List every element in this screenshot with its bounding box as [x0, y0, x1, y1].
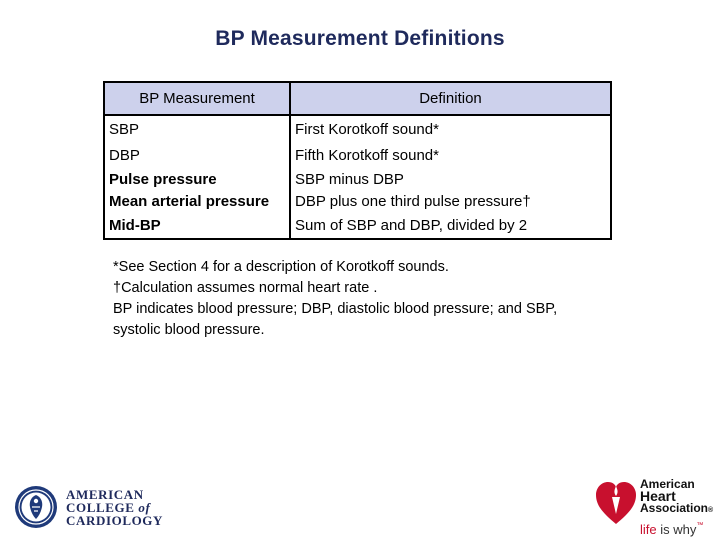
acc-wordmark: AMERICAN COLLEGE of CARDIOLOGY: [66, 486, 164, 528]
acc-logo: [14, 484, 163, 530]
header-definition: Definition: [290, 82, 611, 115]
slide-title: BP Measurement Definitions: [215, 27, 505, 50]
acc-seal-icon: [14, 485, 58, 529]
bp-definitions-table: [103, 81, 612, 240]
table-row: [104, 190, 611, 212]
definition-cell: First Korotkoff sound*: [290, 115, 611, 142]
definition-cell: SBP minus DBP: [290, 168, 611, 190]
aha-tagline: life is why™: [640, 522, 704, 537]
aha-wordmark: American Heart Association®: [640, 477, 714, 515]
measurement-cell: SBP: [104, 115, 290, 142]
aha-logo: [594, 470, 716, 538]
footnote: systolic blood pressure.: [113, 322, 265, 338]
heart-torch-icon: [594, 476, 638, 528]
table-row: [104, 115, 611, 142]
measurement-cell: Mid-BP: [104, 212, 290, 239]
header-bp-measurement: BP Measurement: [104, 82, 290, 115]
footnote: *See Section 4 for a description of Korotkoff sounds.: [113, 259, 449, 275]
measurement-cell: DBP: [104, 142, 290, 168]
definition-cell: Fifth Korotkoff sound*: [290, 142, 611, 168]
definition-cell: Sum of SBP and DBP, divided by 2: [290, 212, 611, 239]
footnotes: [113, 257, 633, 341]
footnote: BP indicates blood pressure; DBP, diastolic blood pressure; and SBP,: [113, 301, 558, 317]
table-row: [104, 212, 611, 239]
footnote: †Calculation assumes normal heart rate .: [113, 280, 378, 296]
table-row: [104, 168, 611, 190]
measurement-cell: Mean arterial pressure: [104, 190, 290, 212]
table-row: [104, 142, 611, 168]
definition-cell: DBP plus one third pulse pressure†: [290, 190, 611, 212]
table-header-row: [104, 82, 611, 115]
measurement-cell: Pulse pressure: [104, 168, 290, 190]
